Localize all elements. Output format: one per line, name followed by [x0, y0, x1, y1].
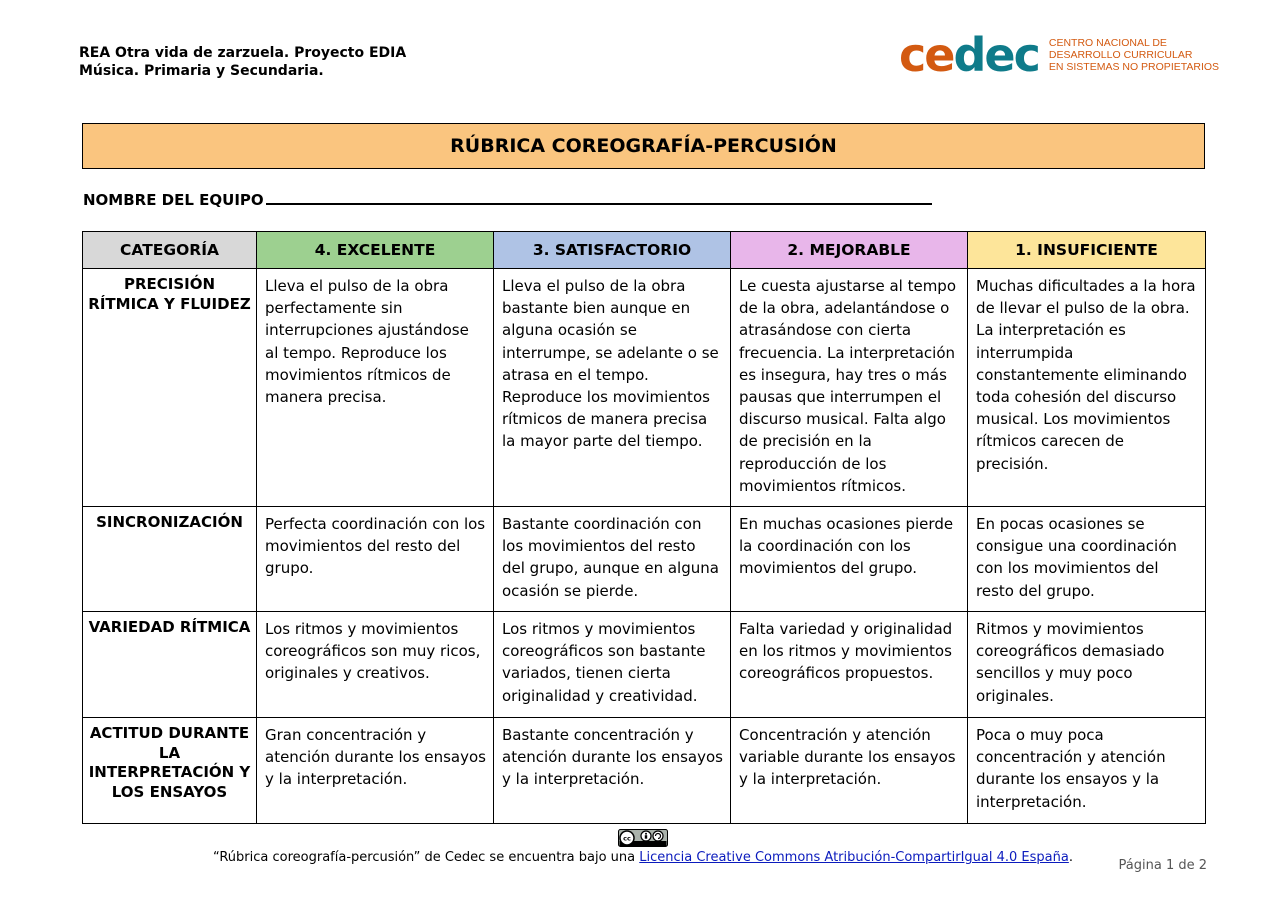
license-text: “Rúbrica coreografía-percusión” de Cedec se encuentra bajo una [213, 850, 640, 865]
logo-word-part1: ce [899, 28, 954, 82]
logo-sub-line3: EN SISTEMAS NO PROPIETARIOS [1048, 61, 1220, 73]
header-insuficiente: 1. INSUFICIENTE [968, 232, 1206, 269]
rubric-title: RÚBRICA COREOGRAFÍA-PERCUSIÓN [82, 123, 1205, 169]
cell-excelente: Los ritmos y movimientos coreográficos son muy ricos, originales y creativos. [257, 612, 494, 718]
table-row [83, 507, 1206, 612]
cedec-logo-subtitle [1049, 37, 1219, 73]
license-link[interactable]: Licencia Creative Commons Atribución-CompartirIgual 4.0 España [639, 850, 1069, 865]
team-name-field[interactable] [83, 191, 932, 209]
row-category: PRECISIÓN RÍTMICA Y FLUIDEZ [83, 269, 257, 507]
row-category: VARIEDAD RÍTMICA [83, 612, 257, 718]
header-category: CATEGORÍA [83, 232, 257, 269]
cell-satisfactorio: Bastante coordinación con los movimientos del resto del grupo, aunque en alguna ocasión se pierde. [494, 507, 731, 612]
cedec-logo-word [899, 28, 1039, 82]
cell-satisfactorio: Bastante concentración y atención durante los ensayos y la interpretación. [494, 718, 731, 824]
header-excelente: 4. EXCELENTE [257, 232, 494, 269]
cell-satisfactorio: Los ritmos y movimientos coreográficos son bastante variados, tienen cierta originalidad y creatividad. [494, 612, 731, 718]
cell-excelente: Gran concentración y atención durante los ensayos y la interpretación. [257, 718, 494, 824]
document-header [79, 44, 406, 80]
cell-satisfactorio: Lleva el pulso de la obra bastante bien aunque en alguna ocasión se interrumpe, se adelante o se atrasa en el tempo. Reproduce los movimientos rítmicos de manera precisa la mayor parte del tiempo. [494, 269, 731, 507]
cell-mejorable: En muchas ocasiones pierde la coordinación con los movimientos del grupo. [731, 507, 968, 612]
logo-sub-line2: DESARROLLO CURRICULAR [1048, 49, 1193, 61]
logo-word-part2: dec [953, 28, 1039, 82]
cell-insuficiente: En pocas ocasiones se consigue una coordinación con los movimientos del resto del grupo. [968, 507, 1206, 612]
header-satisfactorio: 3. SATISFACTORIO [494, 232, 731, 269]
team-name-blank-line[interactable] [266, 203, 932, 205]
team-name-label: NOMBRE DEL EQUIPO [83, 191, 264, 209]
rubric-header-row [83, 232, 1206, 269]
header-project-title: REA Otra vida de zarzuela. Proyecto EDIA [79, 45, 407, 61]
table-row [83, 718, 1206, 824]
cell-insuficiente: Muchas dificultades a la hora de llevar el pulso de la obra. La interpretación es interrumpida constantemente eliminando toda cohesión del discurso musical. Los movimientos rítmicos carecen de precisión. [968, 269, 1206, 507]
table-row [83, 269, 1206, 507]
cedec-logo [899, 28, 1220, 82]
cell-mejorable: Falta variedad y originalidad en los ritmos y movimientos coreográficos propuestos. [731, 612, 968, 718]
cell-mejorable: Le cuesta ajustarse al tempo de la obra, adelantándose o atrasándose con cierta frecuencia. La interpretación es insegura, hay tres o más pausas que interrumpen el discurso musical. Falta algo de precisión en la reproducción de los movimientos rítmicos. [731, 269, 968, 507]
cell-insuficiente: Ritmos y movimientos coreográficos demasiado sencillos y muy poco originales. [968, 612, 1206, 718]
page-number: Página 1 de 2 [1118, 858, 1207, 873]
creative-commons-icon[interactable] [618, 829, 668, 847]
row-category: SINCRONIZACIÓN [83, 507, 257, 612]
rubric-table [82, 231, 1206, 824]
table-row [83, 612, 1206, 718]
logo-sub-line1: CENTRO NACIONAL DE [1048, 37, 1167, 49]
svg-text:cc: cc [623, 834, 631, 843]
header-subject: Música. Primaria y Secundaria. [79, 63, 324, 79]
cell-mejorable: Concentración y atención variable durante los ensayos y la interpretación. [731, 718, 968, 824]
license-footer [0, 850, 1286, 865]
license-text-end: . [1068, 850, 1073, 865]
row-category: ACTITUD DURANTE LA INTERPRETACIÓN Y LOS ENSAYOS [83, 718, 257, 824]
cell-insuficiente: Poca o muy poca concentración y atención durante los ensayos y la interpretación. [968, 718, 1206, 824]
cell-excelente: Lleva el pulso de la obra perfectamente sin interrupciones ajustándose al tempo. Reproduce los movimientos rítmicos de manera precisa. [257, 269, 494, 507]
header-mejorable: 2. MEJORABLE [731, 232, 968, 269]
cell-excelente: Perfecta coordinación con los movimientos del resto del grupo. [257, 507, 494, 612]
